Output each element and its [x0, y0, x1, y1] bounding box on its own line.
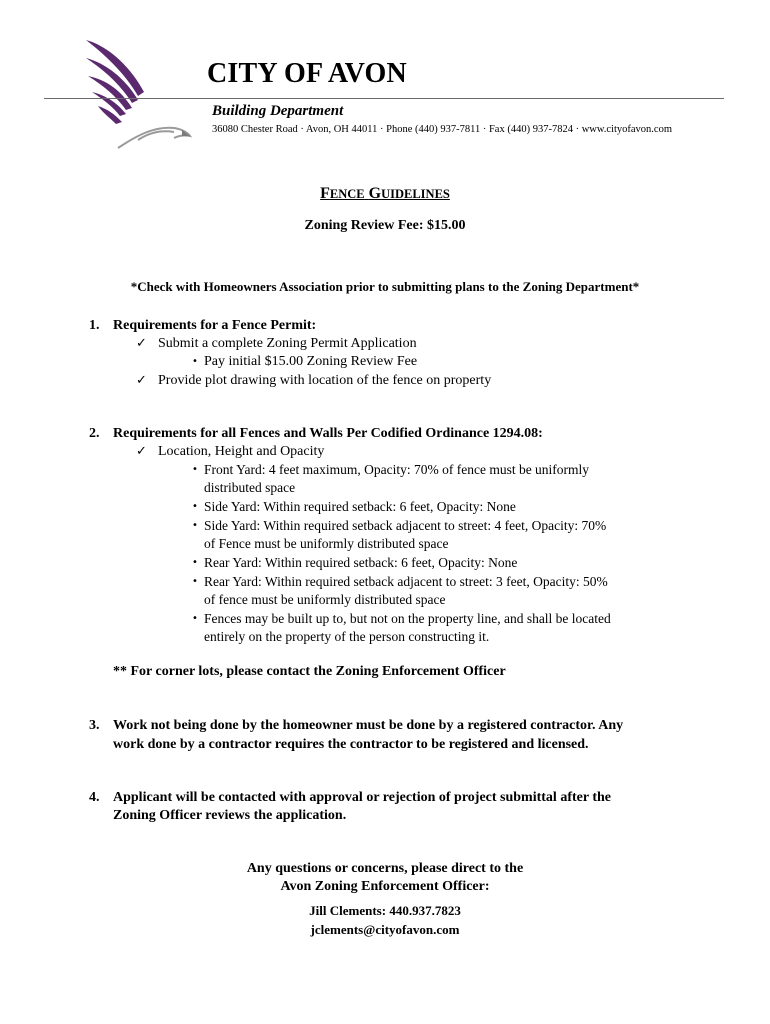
checkmark-icon: ✓ — [136, 444, 147, 459]
title-part: F — [320, 185, 330, 202]
bullet-icon: • — [192, 557, 198, 568]
contact-email: jclements@cityofavon.com — [310, 922, 460, 937]
eagle-wing-logo-icon — [78, 36, 198, 156]
list-item: Fences may be built up to, but not on the property line, and shall be located — [204, 611, 611, 626]
bullet-icon: • — [192, 576, 198, 587]
list-item-continuation: entirely on the property of the person constructing it. — [204, 629, 490, 644]
section-number: 4. — [89, 790, 100, 805]
title-part: UIDELINES — [381, 187, 450, 201]
list-item: Front Yard: 4 feet maximum, Opacity: 70% of fence must be uniformly — [204, 462, 590, 477]
hoa-notice: *Check with Homeowners Association prior to submitting plans to the Zoning Department* — [130, 279, 640, 294]
list-item-continuation: of Fence must be uniformly distributed space — [204, 536, 449, 551]
list-item-continuation: of fence must be uniformly distributed space — [204, 592, 446, 607]
bullet-icon: • — [192, 464, 198, 475]
contact-name-phone: Jill Clements: 440.937.7823 — [309, 903, 461, 918]
title-part: ENCE — [329, 187, 365, 201]
header-divider — [44, 98, 724, 99]
section-text: Zoning Officer reviews the application. — [113, 808, 347, 823]
address-line: 36080 Chester Road · Avon, OH 44011 · Phone (440) 937-7811 · Fax (440) 937-7824 · www.cityofavon.com — [212, 124, 672, 135]
section-number: 3. — [89, 718, 100, 733]
city-name: CITY OF AVON — [207, 58, 407, 89]
list-item: Location, Height and Opacity — [158, 444, 325, 459]
section-number: 1. — [89, 318, 100, 333]
section-text: Work not being done by the homeowner must be done by a registered contractor. Any — [113, 718, 624, 733]
list-item: Side Yard: Within required setback: 6 feet, Opacity: None — [204, 499, 516, 514]
section-number: 2. — [89, 426, 100, 441]
list-item: Side Yard: Within required setback adjacent to street: 4 feet, Opacity: 70% — [204, 518, 607, 533]
section-heading: Requirements for a Fence Permit: — [113, 318, 317, 333]
list-item: Rear Yard: Within required setback: 6 feet, Opacity: None — [204, 555, 518, 570]
list-item-continuation: distributed space — [204, 480, 296, 495]
zoning-fee: Zoning Review Fee: $15.00 — [304, 218, 466, 233]
contact-line: Avon Zoning Enforcement Officer: — [280, 879, 490, 894]
list-item: Rear Yard: Within required setback adjacent to street: 3 feet, Opacity: 50% — [204, 574, 608, 589]
title-part: G — [368, 185, 382, 202]
corner-lot-note: ** For corner lots, please contact the Zoning Enforcement Officer — [113, 664, 506, 679]
bullet-icon: • — [192, 356, 198, 367]
section-text: Applicant will be contacted with approval or rejection of project submittal after the — [113, 790, 611, 805]
bullet-icon: • — [192, 501, 198, 512]
list-item: Pay initial $15.00 Zoning Review Fee — [204, 354, 418, 369]
list-item: Provide plot drawing with location of the fence on property — [158, 373, 492, 388]
bullet-icon: • — [192, 520, 198, 531]
document-title — [0, 184, 770, 203]
contact-line: Any questions or concerns, please direct to the — [246, 861, 524, 876]
list-item: Submit a complete Zoning Permit Application — [158, 336, 417, 351]
department-name: Building Department — [212, 103, 344, 119]
section-text: work done by a contractor requires the contractor to be registered and licensed. — [113, 737, 589, 752]
checkmark-icon: ✓ — [136, 373, 147, 388]
checkmark-icon: ✓ — [136, 336, 147, 351]
section-heading: Requirements for all Fences and Walls Per Codified Ordinance 1294.08: — [113, 426, 543, 441]
bullet-icon: • — [192, 613, 198, 624]
